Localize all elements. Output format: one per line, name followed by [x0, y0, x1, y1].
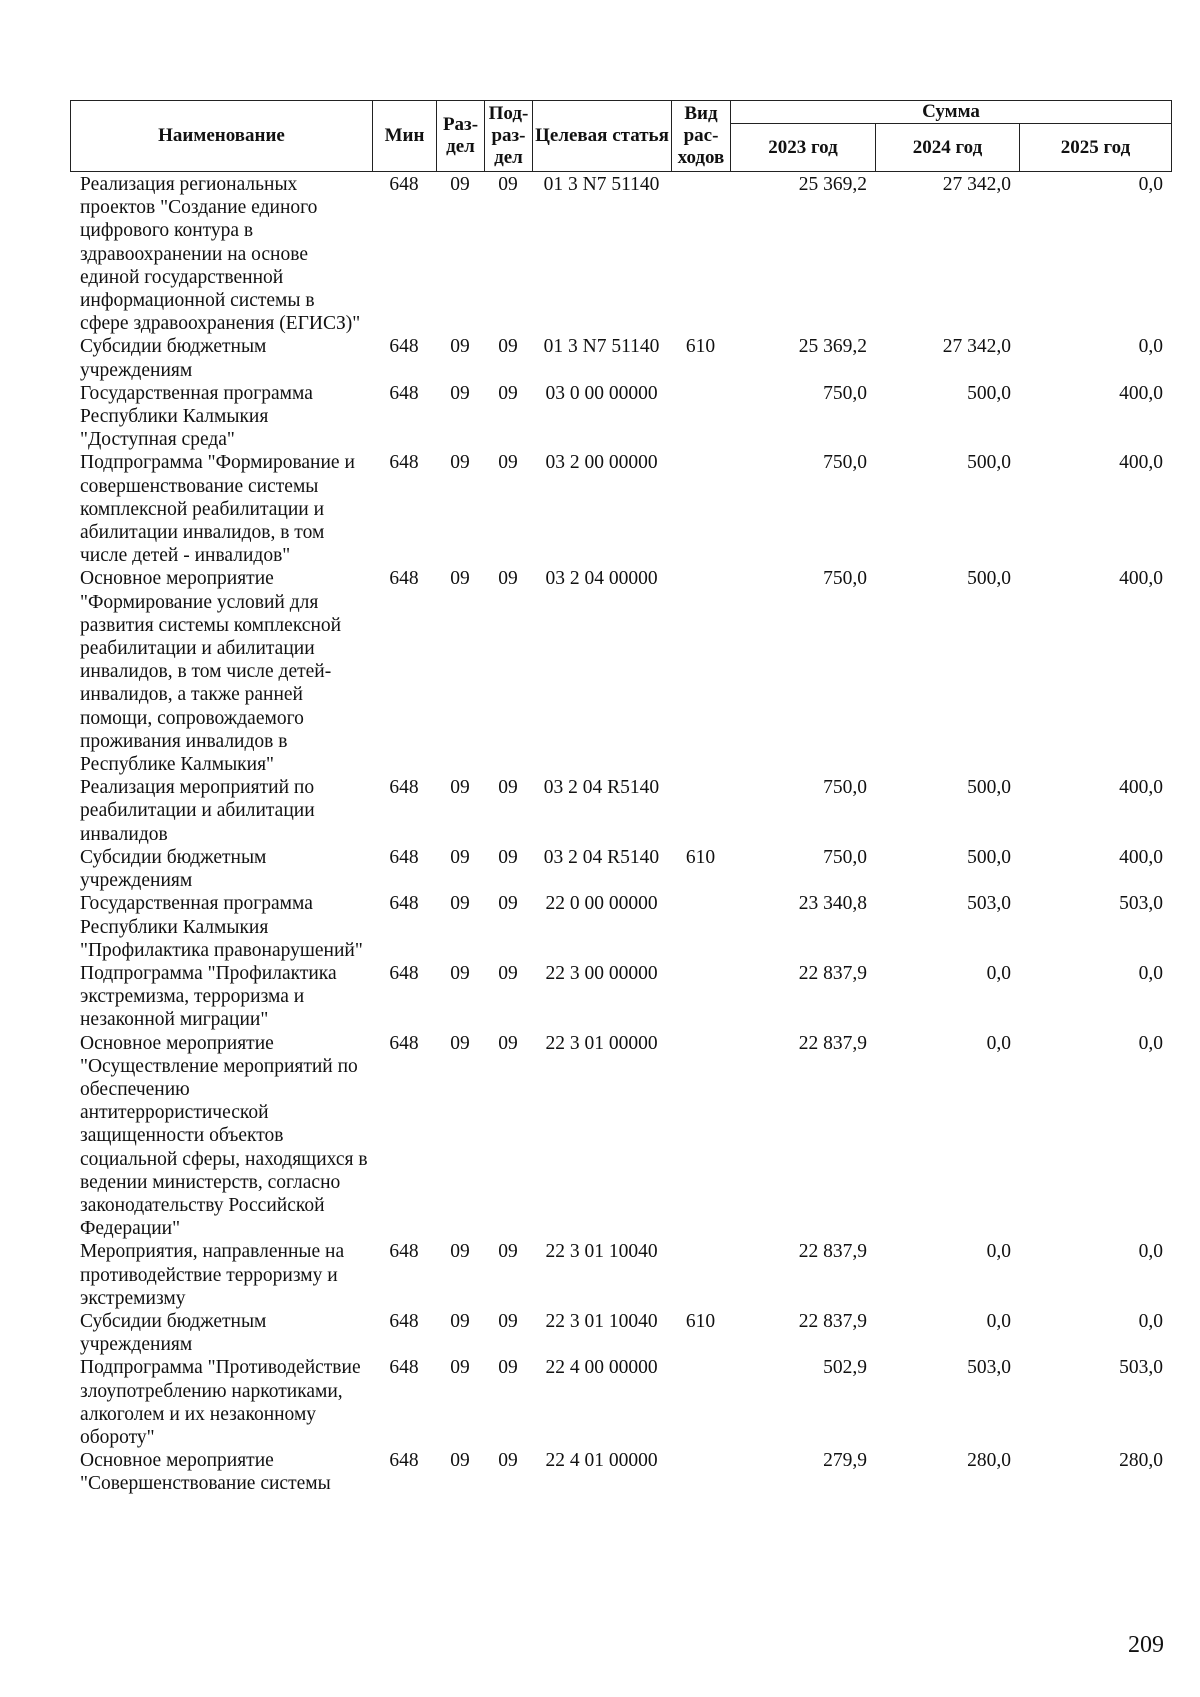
header-summa: Сумма: [731, 101, 1172, 124]
cell-vid-rashodov: [671, 1240, 730, 1310]
cell-podrazdel: 09: [498, 962, 518, 984]
cell-sum-2024: 0,0: [986, 1310, 1011, 1332]
cell-razdel: 09: [450, 893, 470, 915]
cell-sum-2024: 0,0: [986, 962, 1011, 984]
cell-podrazdel: 09: [498, 174, 518, 195]
cell-sum-2025: 400,0: [1119, 846, 1163, 868]
header-2023: 2023 год: [731, 124, 876, 172]
cell-sum-2024: 503,0: [967, 893, 1011, 915]
cell-podrazdel: 09: [498, 452, 518, 474]
cell-celevaya-statya: 03 2 04 R5140: [543, 777, 660, 799]
cell-razdel: 09: [450, 1310, 470, 1332]
cell-sum-2025: 400,0: [1119, 568, 1163, 590]
cell-name: Реализация мероприятий по реабилитации и абилитации инвалидов: [80, 777, 315, 845]
cell-name: Субсидии бюджетным учреждениям: [80, 336, 267, 381]
cell-razdel: 09: [450, 1450, 470, 1472]
cell-sum-2024: 280,0: [967, 1450, 1011, 1472]
cell-sum-2024: 27 342,0: [942, 174, 1011, 195]
cell-min: 648: [389, 893, 419, 915]
cell-vid-rashodov: [671, 962, 730, 1032]
cell-min: 648: [389, 777, 419, 799]
cell-sum-2023: 22 837,9: [798, 1241, 867, 1263]
cell-min: 648: [389, 336, 419, 358]
table-row: [70, 962, 1171, 1032]
cell-min: 648: [389, 1310, 419, 1332]
cell-vid-rashodov: [671, 451, 730, 567]
table-row: [70, 335, 1171, 381]
cell-celevaya-statya: 22 3 01 10040: [545, 1310, 658, 1332]
cell-sum-2024: 27 342,0: [942, 336, 1011, 358]
header-razdel: Раз-дел: [437, 101, 485, 172]
table-row: [70, 1240, 1171, 1310]
cell-sum-2024: 500,0: [967, 777, 1011, 799]
header-podrazdel: Под-раз-дел: [485, 101, 533, 172]
cell-celevaya-statya: 22 4 00 00000: [545, 1357, 658, 1379]
cell-sum-2024: 500,0: [967, 568, 1011, 590]
table-row: [70, 1449, 1171, 1495]
header-name: Наименование: [71, 101, 373, 172]
cell-sum-2024: 503,0: [967, 1357, 1011, 1379]
cell-sum-2023: 750,0: [823, 382, 867, 404]
table-row: [70, 451, 1171, 567]
cell-vid-rashodov: [671, 567, 730, 776]
cell-min: 648: [389, 846, 419, 868]
cell-min: 648: [389, 452, 419, 474]
table-row: [70, 382, 1171, 452]
cell-sum-2025: 503,0: [1119, 1357, 1163, 1379]
cell-podrazdel: 09: [498, 846, 518, 868]
cell-sum-2024: 500,0: [967, 382, 1011, 404]
table-row: [70, 1310, 1171, 1356]
cell-min: 648: [389, 382, 419, 404]
cell-sum-2023: 22 837,9: [798, 962, 867, 984]
cell-podrazdel: 09: [498, 1450, 518, 1472]
cell-sum-2023: 23 340,8: [798, 893, 867, 915]
cell-podrazdel: 09: [498, 1032, 518, 1054]
header-min: Мин: [373, 101, 437, 172]
cell-sum-2023: 22 837,9: [798, 1310, 867, 1332]
table-row: [70, 892, 1171, 962]
cell-sum-2024: 0,0: [986, 1241, 1011, 1263]
cell-razdel: 09: [450, 777, 470, 799]
cell-razdel: 09: [450, 1357, 470, 1379]
cell-podrazdel: 09: [498, 893, 518, 915]
cell-min: 648: [389, 568, 419, 590]
page-number: 209: [1128, 1632, 1164, 1658]
header-celevaya: Целевая статья: [533, 101, 672, 172]
cell-vid-rashodov: 610: [685, 336, 716, 358]
cell-sum-2025: 400,0: [1119, 382, 1163, 404]
cell-name: Субсидии бюджетным учреждениям: [80, 846, 267, 892]
cell-podrazdel: 09: [498, 568, 518, 590]
cell-celevaya-statya: 22 4 01 00000: [545, 1450, 658, 1472]
cell-podrazdel: 09: [498, 1241, 518, 1263]
cell-sum-2023: 750,0: [823, 846, 867, 868]
cell-sum-2025: 0,0: [1138, 962, 1163, 984]
cell-razdel: 09: [450, 568, 470, 590]
cell-sum-2025: 0,0: [1138, 1241, 1163, 1263]
cell-name: Подпрограмма "Формирование и совершенствование системы комплексной реабилитации и абилитации инвалидов, в том числе детей - инвалидов": [80, 452, 355, 567]
cell-sum-2023: 750,0: [823, 452, 867, 474]
cell-vid-rashodov: [671, 1032, 730, 1241]
cell-min: 648: [389, 1241, 419, 1263]
cell-min: 648: [389, 1450, 419, 1472]
cell-razdel: 09: [450, 174, 470, 195]
cell-name: Субсидии бюджетным учреждениям: [80, 1310, 267, 1356]
cell-celevaya-statya: 01 3 N7 51140: [543, 174, 660, 195]
cell-razdel: 09: [450, 1032, 470, 1054]
cell-vid-rashodov: [671, 776, 730, 846]
cell-vid-rashodov: [671, 382, 730, 452]
cell-podrazdel: 09: [498, 1310, 518, 1332]
cell-sum-2023: 25 369,2: [798, 336, 867, 358]
cell-razdel: 09: [450, 452, 470, 474]
cell-vid-rashodov: [671, 1356, 730, 1449]
cell-podrazdel: 09: [498, 336, 518, 358]
header-2024: 2024 год: [876, 124, 1020, 172]
cell-celevaya-statya: 22 0 00 00000: [545, 893, 658, 915]
cell-celevaya-statya: 03 2 04 R5140: [543, 846, 660, 868]
cell-name: Государственная программа Республики Калмыкия "Профилактика правонарушений": [80, 893, 363, 961]
cell-sum-2025: 0,0: [1138, 1310, 1163, 1332]
cell-razdel: 09: [450, 382, 470, 404]
table-row: [70, 1356, 1171, 1449]
cell-celevaya-statya: 03 2 04 00000: [545, 568, 658, 590]
cell-min: 648: [389, 1032, 419, 1054]
table-row: [70, 776, 1171, 846]
cell-name: Основное мероприятие "Формирование условий для развития системы комплексной реабилитации и абилитации инвалидов, в том числе детей-инвалидов, а также ранней помощи, сопровождаемого проживания инвалидов в Республике Калмыкия": [80, 568, 342, 776]
cell-vid-rashodov: [671, 1449, 730, 1495]
table-row: [70, 1032, 1171, 1241]
header-vid: Вид рас-ходов: [672, 101, 731, 172]
cell-name: Подпрограмма "Профилактика экстремизма, терроризма и незаконной миграции": [80, 962, 337, 1031]
cell-sum-2023: 502,9: [823, 1357, 867, 1379]
cell-sum-2025: 400,0: [1119, 777, 1163, 799]
header-2025: 2025 год: [1020, 124, 1172, 172]
cell-celevaya-statya: 03 2 00 00000: [545, 452, 658, 474]
cell-razdel: 09: [450, 962, 470, 984]
cell-podrazdel: 09: [498, 1357, 518, 1379]
cell-celevaya-statya: 22 3 00 00000: [545, 962, 658, 984]
cell-name: Основное мероприятие "Совершенствование системы: [80, 1450, 331, 1495]
cell-podrazdel: 09: [498, 382, 518, 404]
cell-razdel: 09: [450, 846, 470, 868]
cell-sum-2025: 0,0: [1138, 174, 1163, 195]
budget-table: [70, 173, 1171, 1496]
cell-sum-2025: 0,0: [1138, 336, 1163, 358]
cell-sum-2024: 0,0: [986, 1032, 1011, 1054]
table-header: [70, 100, 1172, 172]
cell-name: Мероприятия, направленные на противодействие терроризму и экстремизму: [80, 1241, 345, 1309]
cell-vid-rashodov: [671, 173, 730, 335]
cell-sum-2025: 503,0: [1119, 893, 1163, 915]
cell-min: 648: [389, 962, 419, 984]
cell-name: Государственная программа Республики Калмыкия "Доступная среда": [80, 382, 313, 451]
cell-vid-rashodov: 610: [685, 846, 716, 868]
cell-sum-2023: 279,9: [823, 1450, 867, 1472]
cell-sum-2025: 400,0: [1119, 452, 1163, 474]
cell-sum-2024: 500,0: [967, 846, 1011, 868]
cell-celevaya-statya: 22 3 01 10040: [545, 1241, 658, 1263]
cell-sum-2023: 750,0: [823, 568, 867, 590]
cell-sum-2023: 22 837,9: [798, 1032, 867, 1054]
cell-sum-2023: 750,0: [823, 777, 867, 799]
cell-min: 648: [389, 174, 419, 195]
cell-name: Подпрограмма "Противодействие злоупотреблению наркотиками, алкоголем и их незаконному обороту": [80, 1357, 361, 1448]
cell-celevaya-statya: 01 3 N7 51140: [543, 336, 660, 358]
cell-sum-2025: 0,0: [1138, 1032, 1163, 1054]
cell-sum-2023: 25 369,2: [798, 174, 867, 195]
table-row: [70, 173, 1171, 335]
cell-vid-rashodov: 610: [685, 1310, 716, 1332]
table-row: [70, 567, 1171, 776]
cell-podrazdel: 09: [498, 777, 518, 799]
cell-sum-2024: 500,0: [967, 452, 1011, 474]
table-row: [70, 846, 1171, 892]
cell-name: Основное мероприятие "Осуществление мероприятий по обеспечению антитеррористической защищенности объектов социальной сферы, находящихся в ведении министерств, согласно законодательству Российской Федерации": [80, 1032, 368, 1240]
cell-name: Реализация региональных проектов "Создание единого цифрового контура в здравоохранении на основе единой государственной информационной системы в сфере здравоохранения (ЕГИСЗ)": [80, 174, 361, 335]
cell-celevaya-statya: 22 3 01 00000: [545, 1032, 658, 1054]
cell-razdel: 09: [450, 336, 470, 358]
cell-vid-rashodov: [671, 892, 730, 962]
cell-sum-2025: 280,0: [1119, 1450, 1163, 1472]
cell-celevaya-statya: 03 0 00 00000: [545, 382, 658, 404]
cell-min: 648: [389, 1357, 419, 1379]
cell-razdel: 09: [450, 1241, 470, 1263]
